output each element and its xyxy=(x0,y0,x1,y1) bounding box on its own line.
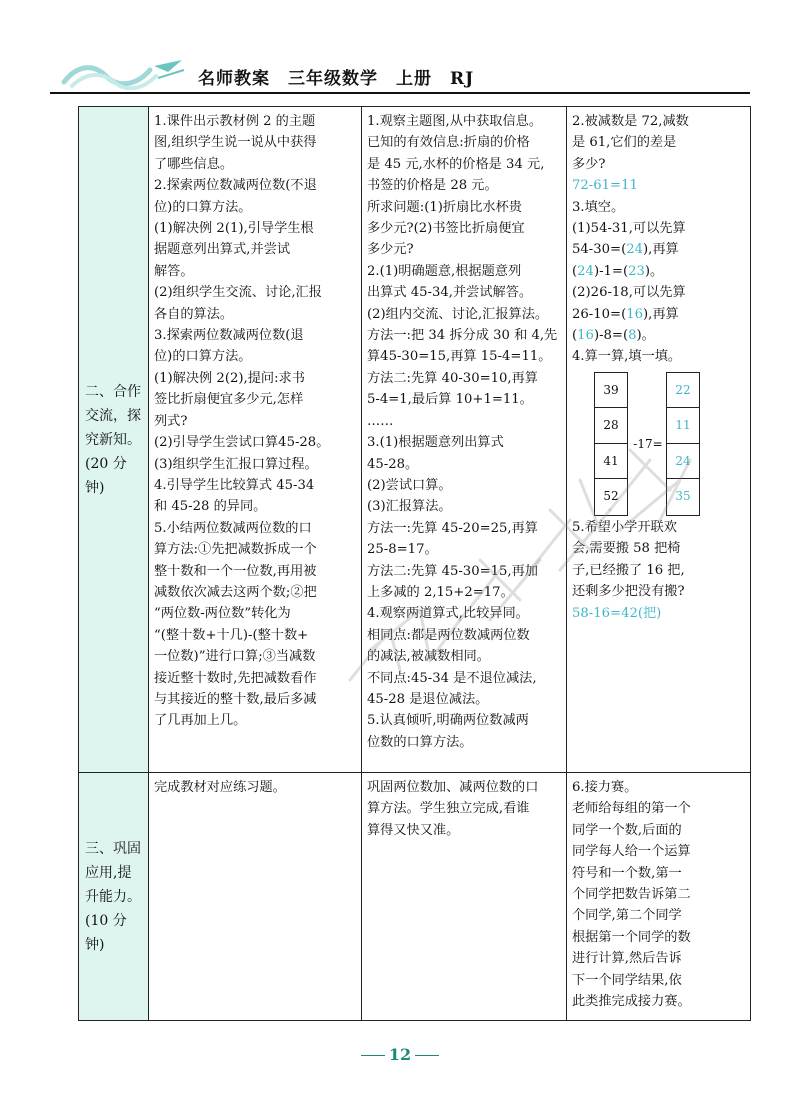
exercise-line: 此类推完成接力赛。 xyxy=(572,994,691,1010)
student-line: 算方法。学生独立完成,看谁 xyxy=(367,801,530,817)
operation-label: -17= xyxy=(633,436,663,451)
student-line: 巩固两位数加、减两位数的口 xyxy=(367,780,539,795)
teacher-line: 5.小结两位数减两位数的口 xyxy=(154,520,312,536)
teacher-line: 各自的算法。 xyxy=(154,306,234,322)
stage-line: 交流，探 xyxy=(85,407,141,424)
student-line: 相同点:都是两位数减两位数 xyxy=(367,627,530,643)
exercise-line: 3.填空。 xyxy=(572,199,625,215)
teacher-line: 整十数和一个一位数,再用被 xyxy=(154,563,317,579)
exercise-line: 6.接力赛。 xyxy=(572,780,638,795)
teacher-line: 了几再加上几。 xyxy=(154,713,247,729)
teacher-line: 3.探索两位数减两位数(退 xyxy=(154,328,304,344)
student-line: 位数的口算方法。 xyxy=(367,734,473,750)
teacher-line: 1.课件出示教材例 2 的主题 xyxy=(154,114,316,129)
exercise-line: 是 61,它们的差是 xyxy=(572,135,677,151)
student-line: 2.(1)明确题意,根据题意列 xyxy=(367,263,522,279)
exercise-line: 个同学,第二个同学 xyxy=(572,908,682,924)
answer-blank: 24 xyxy=(626,242,643,258)
teacher-line: 列式? xyxy=(154,413,188,429)
teacher-line: 算方法:①先把减数拆成一个 xyxy=(154,542,317,558)
minuend-cell: 41 xyxy=(595,444,627,480)
exercise-line: 会,需要搬 58 把椅 xyxy=(572,541,681,557)
student-line: 45-28 是退位减法。 xyxy=(367,691,489,707)
student-line: 4.观察两道算式,比较异同。 xyxy=(367,606,529,622)
exercise-line: 子,已经搬了 16 把, xyxy=(572,562,685,578)
teacher-line: (1)解决例 2(2),提问:求书 xyxy=(154,370,305,386)
student-line: 5-4=1,最后算 10+1=11。 xyxy=(367,392,533,408)
student-line: 方法一:先算 45-20=25,再算 xyxy=(367,520,538,536)
teacher-line: (3)组织学生汇报口算过程。 xyxy=(154,456,318,472)
teacher-line: (2)组织学生交流、讨论,汇报 xyxy=(154,285,322,301)
teacher-line: 接近整十数时,先把减数看作 xyxy=(154,670,317,686)
minuend-column xyxy=(594,372,628,516)
teacher-line: (2)引导学生尝试口算45-28。 xyxy=(154,435,330,451)
table-row xyxy=(79,773,751,1021)
exercise-line: (2)26-18,可以先算 xyxy=(572,285,686,301)
student-line: 45-28。 xyxy=(367,456,419,472)
exercise-line: 还剩多少把没有搬? xyxy=(572,584,685,600)
exercise-line: 下一个同学结果,依 xyxy=(572,972,682,988)
exercise-line: (1)54-31,可以先算 xyxy=(572,221,686,237)
minuend-cell: 39 xyxy=(595,373,627,409)
student-activity-cell xyxy=(362,107,567,773)
student-line: (2)组内交流、讨论,汇报算法。 xyxy=(367,306,549,322)
exercise-line: 根据第一个同学的数 xyxy=(572,929,691,945)
student-line: …… xyxy=(367,413,394,429)
stage-line: (10 分钟) xyxy=(85,912,127,953)
student-line: 多少元?(2)书签比折扇便宜 xyxy=(367,221,525,237)
student-line: 算得又快又准。 xyxy=(367,822,460,838)
result-cell: 35 xyxy=(675,489,691,504)
exercise-line: 多少? xyxy=(572,156,606,172)
stage-line: 三、巩固 xyxy=(85,840,141,857)
student-line: 不同点:45-34 是不退位减法, xyxy=(367,670,537,686)
teacher-line: 4.引导学生比较算式 45-34 xyxy=(154,477,315,493)
student-line: 的减法,被减数相同。 xyxy=(367,649,490,665)
stage-line: 应用,提 xyxy=(85,864,132,881)
teacher-line: 减数依次减去这两个数;②把 xyxy=(154,584,317,600)
student-line: 书签的价格是 28 元。 xyxy=(367,178,498,194)
student-line: 3.(1)根据题意列出算式 xyxy=(367,435,504,451)
exercise-line: 2.被减数是 72,减数 xyxy=(572,114,689,129)
stage-cell xyxy=(79,773,149,1021)
student-activity-cell xyxy=(362,773,567,1021)
page-number-dash xyxy=(361,1055,385,1057)
student-line: (2)尝试口算。 xyxy=(367,477,452,493)
text-segment: )-8=( xyxy=(593,328,629,344)
exercise-line xyxy=(572,304,745,325)
header-title: 名师教案 三年级数学 上册 RJ xyxy=(198,69,475,89)
stage-line: 二、合作 xyxy=(85,383,141,400)
page-number-dash xyxy=(415,1055,439,1057)
teacher-line: 和 45-28 的异同。 xyxy=(154,499,267,515)
teacher-line: “两位数-两位数”转化为 xyxy=(154,606,291,622)
exercise-line: 进行计算,然后告诉 xyxy=(572,951,682,967)
teacher-line: 位)的口算方法。 xyxy=(154,199,252,215)
result-cell: 24 xyxy=(667,444,699,480)
text-segment: )-1=( xyxy=(593,263,629,279)
teacher-line: 一位数)”进行口算;③当减数 xyxy=(154,649,316,665)
exercise-line: 同学一个数,后面的 xyxy=(572,822,682,838)
answer-blank: 16 xyxy=(577,328,594,344)
result-cell: 11 xyxy=(667,408,699,444)
teacher-activity-cell xyxy=(149,107,362,773)
subtraction-grid xyxy=(572,372,745,517)
exercise-line xyxy=(572,325,745,346)
teacher-line: 图,组织学生说一说从中获得 xyxy=(154,135,317,151)
text-segment: )。 xyxy=(636,328,655,344)
student-line: 所求问题:(1)折扇比水杯贵 xyxy=(367,199,522,215)
teacher-line: 完成教材对应练习题。 xyxy=(154,780,286,795)
exercise-line: 符号和一个数,第一 xyxy=(572,865,682,881)
stage-line: 究新知。 xyxy=(85,431,141,448)
exercise-line: 个同学把数告诉第二 xyxy=(572,887,691,903)
wave-logo-icon xyxy=(58,56,188,90)
student-line: 25-8=17。 xyxy=(367,542,438,558)
student-line: 算45-30=15,再算 15-4=11。 xyxy=(367,349,552,365)
exercise-line xyxy=(572,261,745,282)
text-segment: 54-30=( xyxy=(572,242,627,258)
page-number xyxy=(0,1045,800,1064)
answer-blank: 8 xyxy=(628,328,637,344)
page-header xyxy=(58,52,748,92)
page-number-text: 12 xyxy=(388,1045,412,1064)
student-line: (3)汇报算法。 xyxy=(367,499,452,515)
answer-text: 58-16=42(把) xyxy=(572,605,662,621)
answer-text: 72-61=11 xyxy=(572,178,638,194)
student-line: 是 45 元,水杯的价格是 34 元, xyxy=(367,156,545,172)
stage-line: 升能力。 xyxy=(85,888,141,905)
minuend-cell: 52 xyxy=(603,489,619,504)
stage-line: (20 分钟) xyxy=(85,455,127,496)
answer-blank: 16 xyxy=(626,306,643,322)
exercise-line: 同学每人给一个运算 xyxy=(572,844,691,860)
text-segment: 26-10=( xyxy=(572,306,627,322)
teacher-line: 了哪些信息。 xyxy=(154,156,234,172)
result-column xyxy=(666,372,700,516)
text-segment: ),再算 xyxy=(643,306,679,322)
answer-blank: 24 xyxy=(577,263,594,279)
student-line: 多少元? xyxy=(367,242,414,258)
stage-cell xyxy=(79,107,149,773)
teacher-line: 位)的口算方法。 xyxy=(154,349,252,365)
exercise-line: 4.算一算,填一填。 xyxy=(572,349,682,365)
student-line: 5.认真倾听,明确两位数减两 xyxy=(367,713,529,729)
teacher-activity-cell xyxy=(149,773,362,1021)
student-line: 出算式 45-34,并尝试解答。 xyxy=(367,285,533,301)
student-line: 已知的有效信息:折扇的价格 xyxy=(367,135,530,151)
student-line: 上多减的 2,15+2=17。 xyxy=(367,584,514,600)
text-segment: )。 xyxy=(644,263,664,279)
student-line: 方法二:先算 45-30=15,再加 xyxy=(367,563,538,579)
text-segment: ),再算 xyxy=(643,242,679,258)
teacher-line: 解答。 xyxy=(154,263,194,279)
teacher-line: 与其接近的整十数,最后多减 xyxy=(154,691,317,707)
result-cell: 22 xyxy=(667,373,699,409)
teacher-line: 签比折扇便宜多少元,怎样 xyxy=(154,392,304,408)
exercise-line: 5.希望小学开联欢 xyxy=(572,519,677,535)
text-segment: ( xyxy=(572,263,578,279)
teacher-line: (1)解决例 2(1),引导学生根 xyxy=(154,221,314,237)
header-rule xyxy=(50,92,750,94)
answer-blank: 23 xyxy=(628,263,645,279)
text-segment: ( xyxy=(572,328,578,344)
student-line: 方法一:把 34 拆分成 30 和 4,先 xyxy=(367,328,558,344)
student-line: 方法二:先算 40-30=10,再算 xyxy=(367,370,538,386)
teacher-line: 据题意列出算式,并尝试 xyxy=(154,242,291,258)
exercise-cell xyxy=(567,107,751,773)
teacher-line: “(整十数+十几)-(整十数+ xyxy=(154,627,309,643)
exercise-line: 老师给每组的第一个 xyxy=(572,801,691,817)
table-row xyxy=(79,107,751,773)
student-line: 1.观察主题图,从中获取信息。 xyxy=(367,114,543,129)
exercise-line xyxy=(572,239,745,260)
lesson-plan-table xyxy=(78,106,751,1021)
teacher-line: 2.探索两位数减两位数(不退 xyxy=(154,178,317,194)
minuend-cell: 28 xyxy=(595,408,627,444)
exercise-cell xyxy=(567,773,751,1021)
